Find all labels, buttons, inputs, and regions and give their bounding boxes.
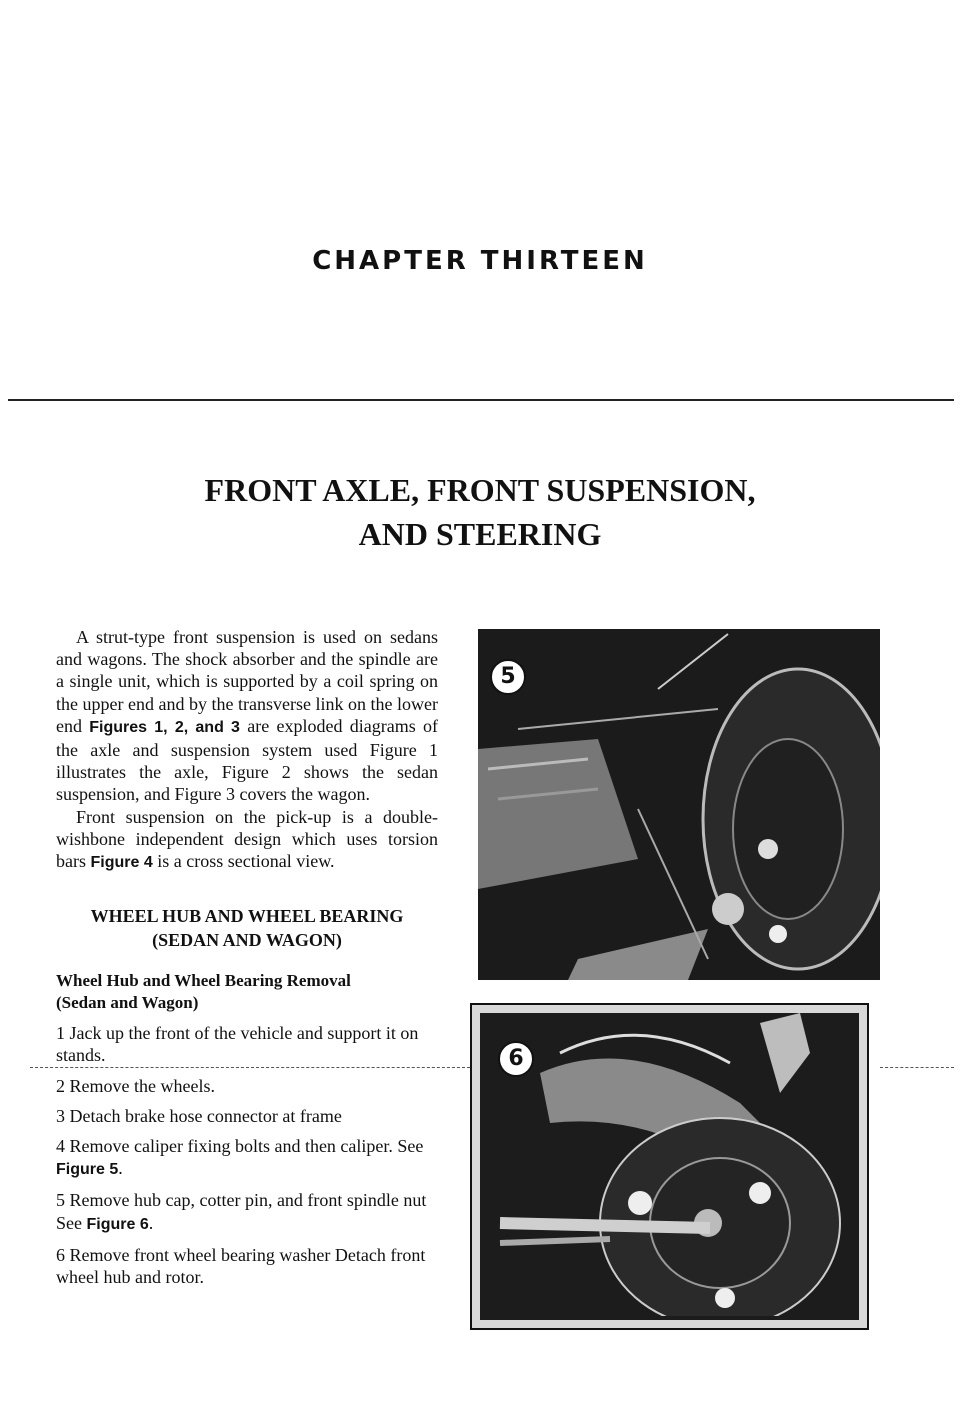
step-text: .	[148, 1212, 154, 1233]
step-text: .	[118, 1158, 123, 1179]
section-heading	[56, 904, 438, 952]
intro-paragraph-2	[56, 806, 438, 875]
figure-6-number: 6	[498, 1041, 534, 1077]
figure-reference: Figure 6	[86, 1215, 149, 1233]
figure-5-number: 5	[490, 659, 526, 695]
intro-text: are exploded diagrams of the axle and suspension system used Figure 1 illustrates the axle, Figure 2 shows the sedan suspension, and Figure 3 covers the wagon.	[56, 715, 438, 805]
step-3: 3 Detach brake hose connector at frame	[56, 1105, 342, 1126]
step-6: 6 Remove front wheel bearing washer Detach front wheel hub and rotor.	[56, 1244, 426, 1288]
intro-text: A strut-type front suspension is used on sedans and wagons. The shock absorber and the spindle are a single unit, which is supported by a coil spring on the upper end and by the transverse link on the lower end	[56, 627, 438, 736]
step-4	[56, 1135, 438, 1181]
intro-text: is a cross sectional view.	[152, 851, 335, 872]
sub-heading-line-2: (Sedan and Wagon)	[56, 993, 199, 1013]
dashed-line-left	[30, 1067, 470, 1068]
intro-text: Front suspension on the pick-up is a double-wishbone independent design which uses torsion bars	[56, 806, 438, 872]
page-title	[0, 468, 960, 556]
title-line-1: FRONT AXLE, FRONT SUSPENSION,	[204, 472, 756, 508]
title-line-2: AND STEERING	[358, 516, 602, 552]
step-2: 2 Remove the wheels.	[56, 1075, 215, 1096]
section-heading-line-2: (SEDAN AND WAGON)	[152, 930, 342, 951]
wheel-hub-photo-icon	[480, 1013, 855, 1316]
chapter-heading: CHAPTER THIRTEEN	[312, 246, 648, 276]
step-5	[56, 1189, 438, 1235]
dashed-line-right	[880, 1067, 954, 1068]
step-text: 4 Remove caliper fixing bolts and then caliper. See	[56, 1136, 424, 1157]
sub-heading	[56, 970, 438, 1014]
figure-5-photo	[478, 629, 880, 980]
intro-paragraph-1	[56, 626, 438, 806]
section-heading-line-1: WHEEL HUB AND WHEEL BEARING	[90, 906, 404, 927]
figure-reference: Figure 4	[90, 854, 153, 872]
left-column	[56, 626, 438, 1288]
step-text: 5 Remove hub cap, cotter pin, and front spindle nut See	[56, 1190, 427, 1233]
brake-caliper-photo-icon	[478, 629, 880, 980]
figure-reference: Figures 1, 2, and 3	[89, 718, 240, 736]
figure-6-photo	[470, 1003, 869, 1330]
figure-reference: Figure 5	[56, 1161, 119, 1179]
sub-heading-line-1: Wheel Hub and Wheel Bearing Removal	[56, 971, 351, 991]
step-1: 1 Jack up the front of the vehicle and support it on stands.	[56, 1023, 419, 1066]
top-rule	[8, 399, 954, 401]
figure-6-inner	[480, 1013, 859, 1320]
